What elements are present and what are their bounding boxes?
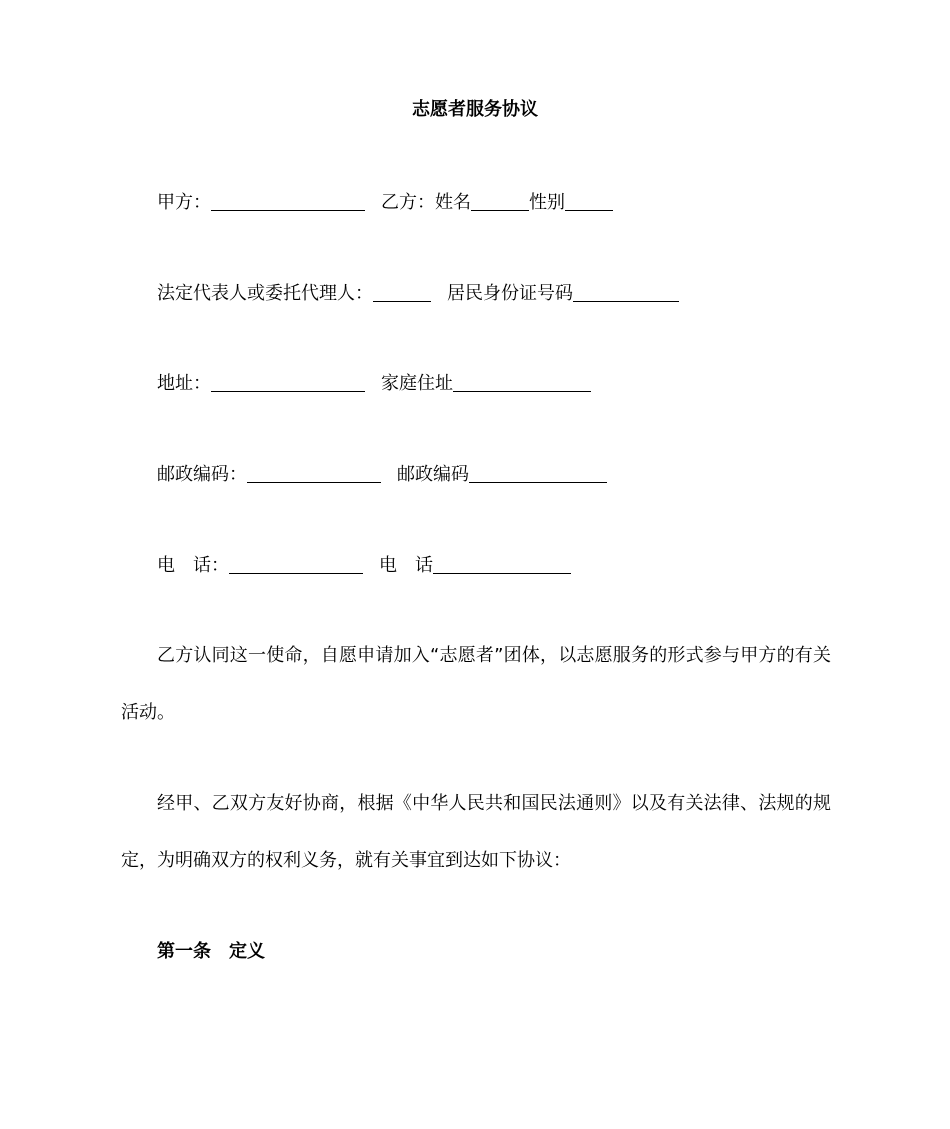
gender-blank[interactable] xyxy=(565,192,613,211)
postcode-a-blank[interactable] xyxy=(247,464,381,483)
home-address-blank[interactable] xyxy=(453,373,591,392)
postcode-b-blank[interactable] xyxy=(469,464,607,483)
paragraph-agreement: 经甲、乙双方友好协商，根据《中华人民共和国民法通则》以及有关法律、法规的规定，为明确双方的权利义务，就有关事宜到达如下协议： xyxy=(121,793,831,871)
postcode-b-label: 邮政编码 xyxy=(397,464,469,485)
phone-b-blank[interactable] xyxy=(433,555,571,574)
document-title: 志愿者服务协议 xyxy=(412,99,538,120)
name-blank[interactable] xyxy=(471,192,529,211)
phone-a-blank[interactable] xyxy=(229,555,363,574)
id-label: 居民身份证号码 xyxy=(447,283,573,304)
paragraph-mission: 乙方认同这一使命，自愿申请加入“志愿者”团体，以志愿服务的形式参与甲方的有关活动。 xyxy=(121,645,831,723)
postcode-row xyxy=(157,461,607,487)
legal-rep-blank[interactable] xyxy=(373,283,431,302)
address-blank[interactable] xyxy=(211,373,365,392)
party-a-blank[interactable] xyxy=(211,192,365,211)
gender-label: 性别 xyxy=(529,192,565,213)
legal-rep-row xyxy=(157,280,679,306)
party-a-label: 甲方： xyxy=(157,192,211,213)
party-row xyxy=(157,189,613,215)
name-label: 姓名 xyxy=(435,192,471,213)
address-label: 地址： xyxy=(157,373,211,394)
legal-rep-label: 法定代表人或委托代理人： xyxy=(157,283,373,304)
postcode-a-label: 邮政编码： xyxy=(157,464,247,485)
address-row xyxy=(157,370,591,396)
id-blank[interactable] xyxy=(573,283,679,302)
home-address-label: 家庭住址 xyxy=(381,373,453,394)
party-b-label: 乙方： xyxy=(381,192,435,213)
phone-a-label: 电 话： xyxy=(157,555,229,576)
phone-row xyxy=(157,552,571,578)
article-1-heading: 第一条 定义 xyxy=(157,941,265,962)
phone-b-label: 电 话 xyxy=(379,555,433,576)
